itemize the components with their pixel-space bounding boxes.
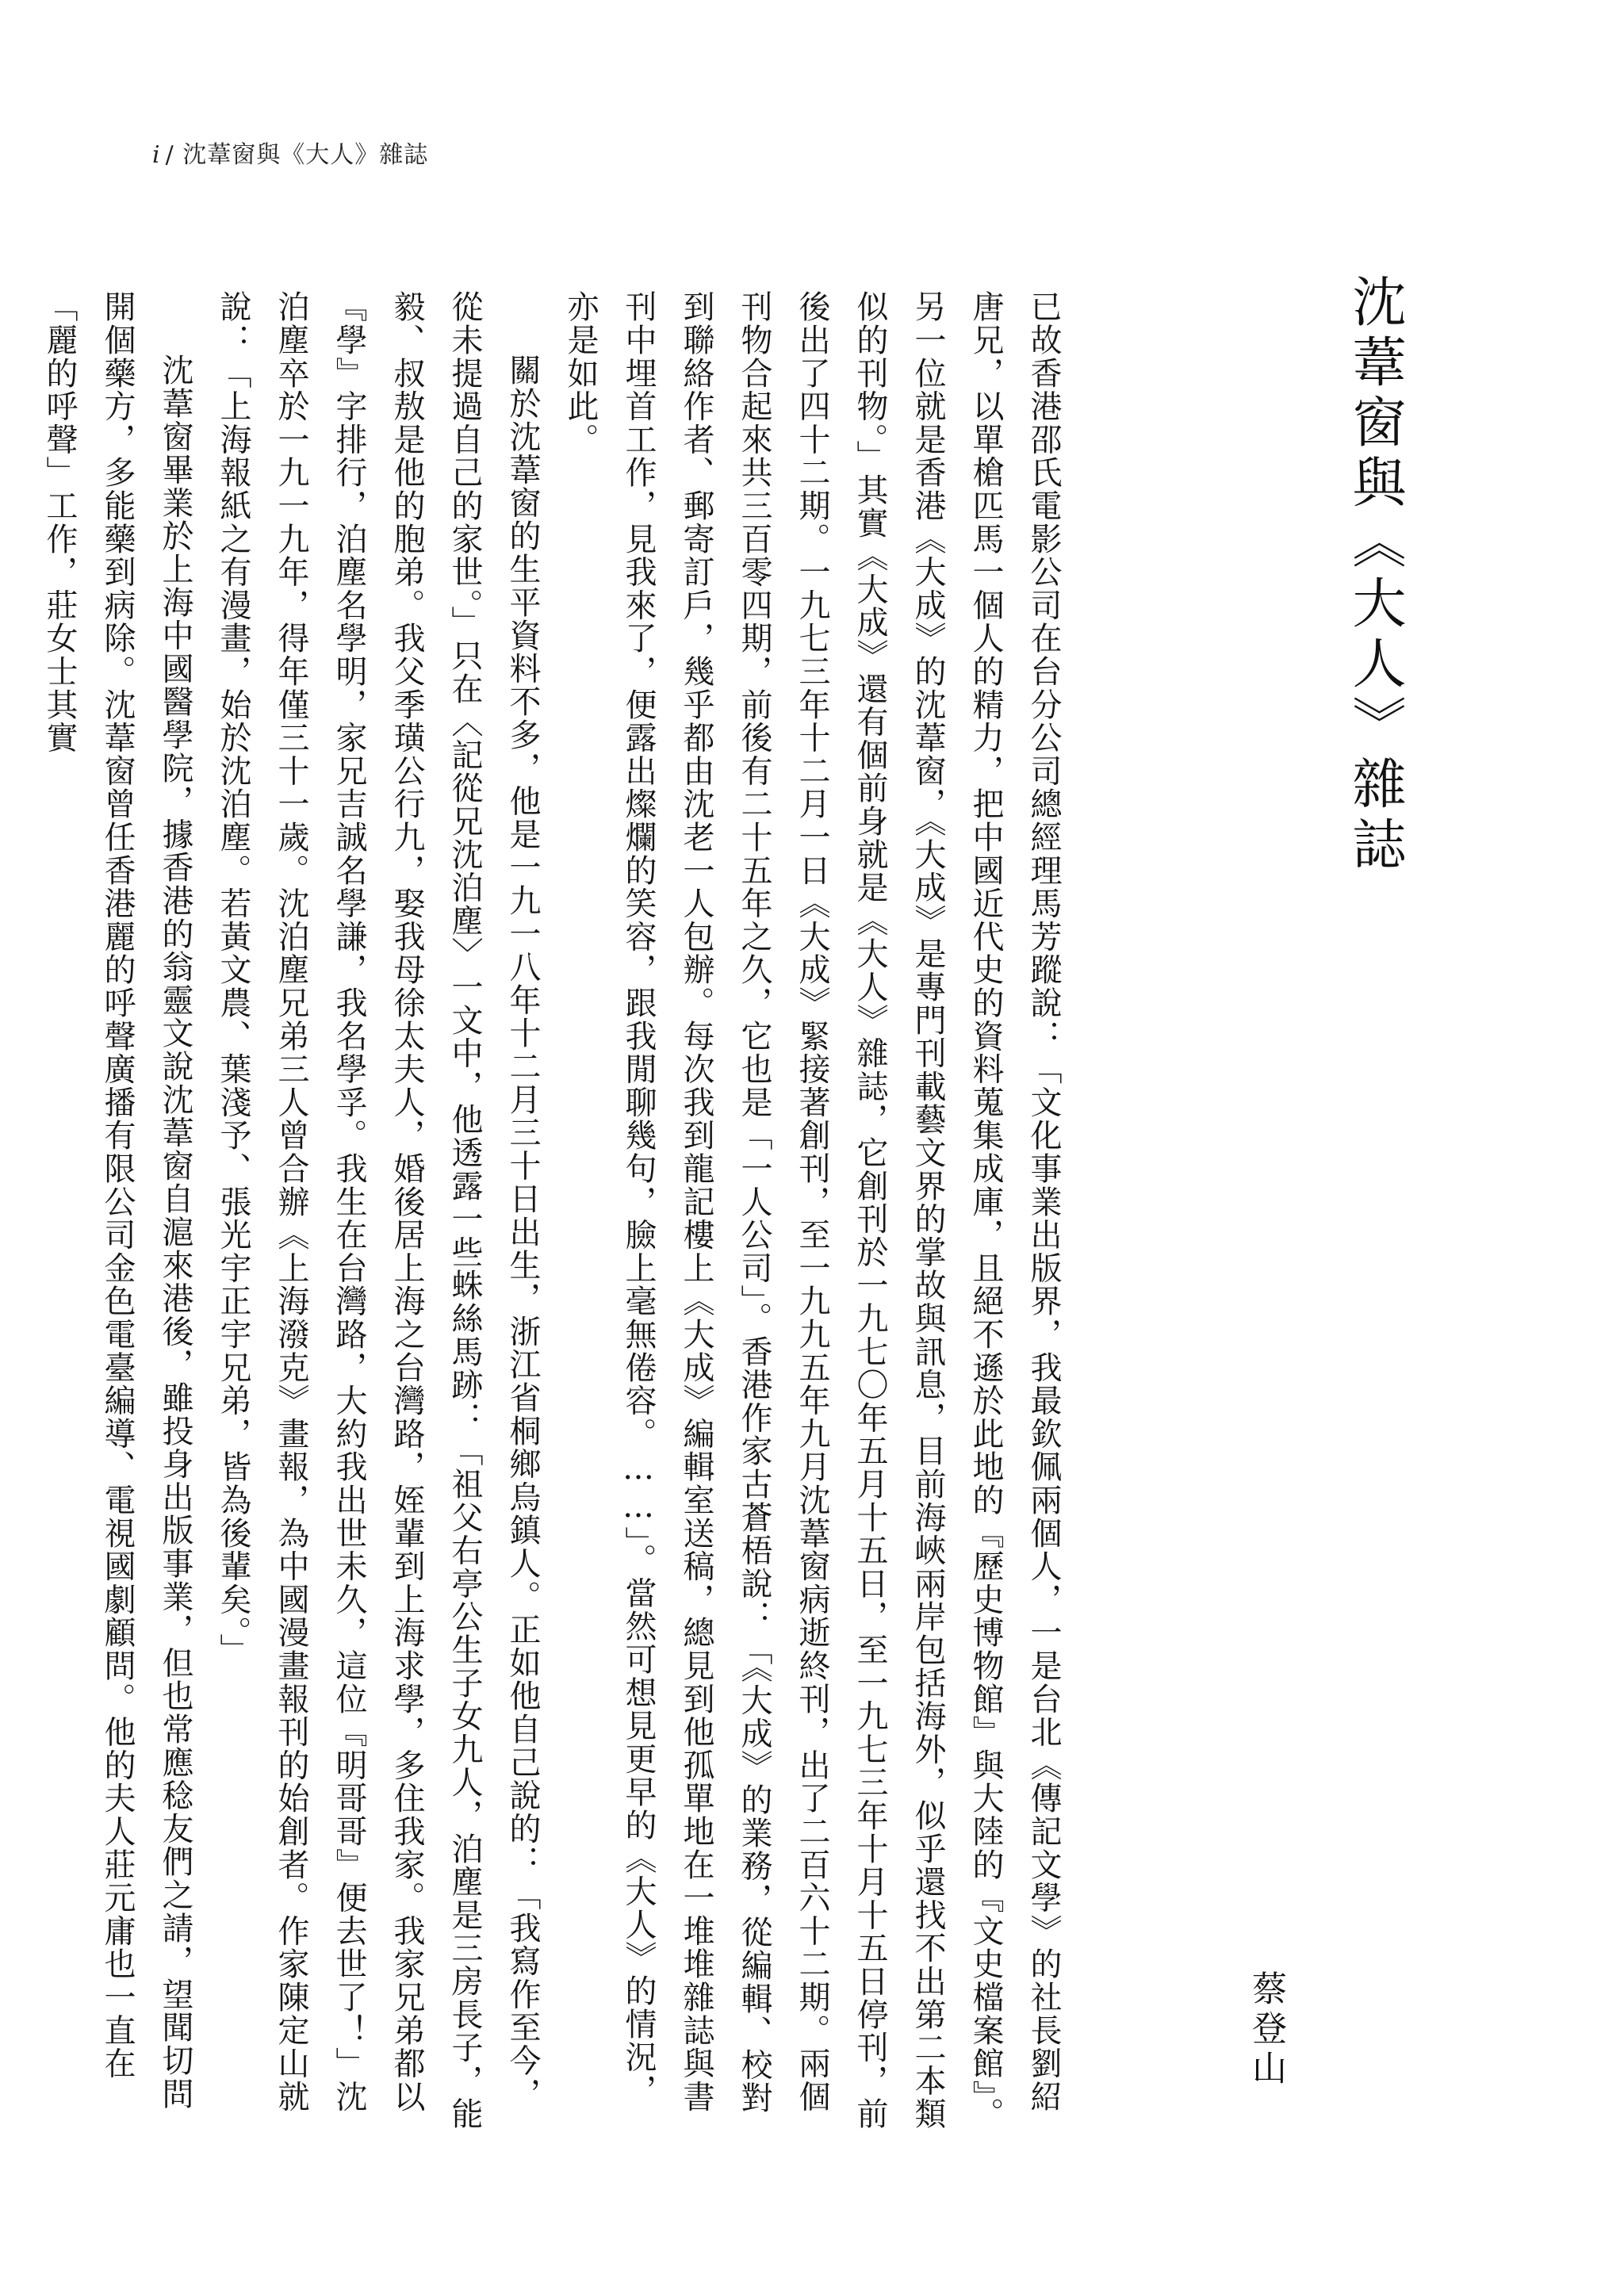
running-header <box>152 135 428 170</box>
article-title: 沈葦窗與《大人》雜誌 <box>1343 274 1406 876</box>
page-number: i <box>152 141 161 169</box>
article-body <box>41 290 1072 2138</box>
running-title: / 沈葦窗與《大人》雜誌 <box>165 141 429 169</box>
paragraph: 關於沈葦窗的生平資料不多，他是一九一八年十二月三十日出生，浙江省桐鄉烏鎮人。正如他自己說的：「我寫作至今，從未提過自己的家世。」只在〈記從兄沈泊塵〉一文中，他透露一些蛛絲馬跡：「祖父右亭公生子女九人，泊塵是三房長子，能毅、叔敖是他的胞弟。我父季璜公行九，娶我母徐太夫人，婚後居上海之台灣路，姪輩到上海求學，多住我家。我家兄弟都以『學』字排行，泊塵名學明，家兄吉誠名學謙，我名學孚。我生在台灣路，大約我出世未久，這位『明哥哥』便去世了！」沈泊塵卒於一九一九年，得年僅三十一歲。沈泊塵兄弟三人曾合辦《上海潑克》畫報，為中國漫畫報刊的始創者。作家陳定山就說：「上海報紙之有漫畫，始於沈泊塵。若黃文農、葉淺予、張光宇正宇兄弟，皆為後輩矣。」 <box>215 290 541 2131</box>
paragraph: 沈葦窗畢業於上海中國醫學院，據香港的翁靈文說沈葦窗自滬來港後，雖投身出版事業，但也常應稔友們之請，望聞切問開個藥方，多能藥到病除。沈葦窗曾任香港麗的呼聲廣播有限公司金色電臺編導、電視國劇顧問。他的夫人莊元庸也一直在「麗的呼聲」工作，莊女士其實 <box>41 290 193 2111</box>
author-name: 蔡登山 <box>1246 1970 1286 2089</box>
paragraph: 已故香港邵氏電影公司在台分公司總經理馬芳蹤說：「文化事業出版界，我最欽佩兩個人，一是台北《傳記文學》的社長劉紹唐兄，以單槍匹馬一個人的精力，把中國近代史的資料蒐集成庫，且絕不遜於此地的『歷史博物館』與大陸的『文史檔案館』。另一位就是香港《大成》的沈葦窗，《大成》是專門刊載藝文界的掌故與訊息，目前海峽兩岸包括海外，似乎還找不出第二本類似的刊物。」其實《大成》還有個前身就是《大人》雜誌，它創刊於一九七〇年五月十五日，至一九七三年十月十五日停刊，前後出了四十二期。一九七三年十二月一日《大成》緊接著創刊，至一九九五年九月沈葦窗病逝終刊，出了二百六十二期。兩個刊物合起來共三百零四期，前後有二十五年之久，它也是「一人公司」。香港作家古蒼梧說：「《大成》的業務，從編輯、校對到聯絡作者、郵寄訂戶，幾乎都由沈老一人包辦。每次我到龍記樓上《大成》編輯室送稿，總見到他孤單地在一堆堆雜誌與書刊中埋首工作，見我來了，便露出燦爛的笑容，跟我閒聊幾句，臉上毫無倦容。……」。當然可想見更早的《大人》的情況，亦是如此。 <box>562 290 1062 2131</box>
